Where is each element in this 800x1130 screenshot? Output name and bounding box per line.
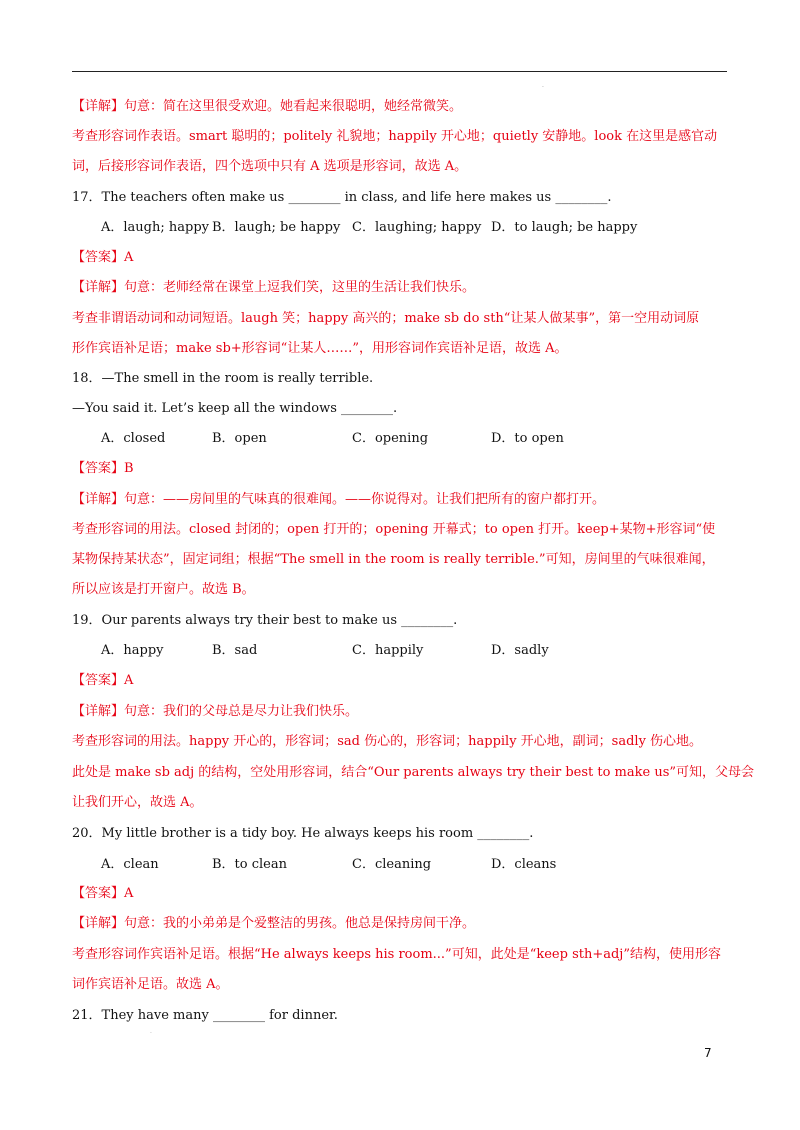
option-c: C．cleaning — [352, 857, 432, 872]
option-d: D．to laugh; be happy — [491, 220, 638, 235]
explain-line: 【详解】句意：简在这里很受欢迎。她看起来很聪明，她经常微笑。 — [72, 99, 463, 114]
question-stem: 19．Our parents always try their best to make us ________. — [72, 613, 458, 628]
option-c: C．opening — [352, 431, 429, 446]
question-stem: 20．My little brother is a tidy boy. He always keeps his room ________. — [72, 826, 534, 841]
option-d: D．cleans — [491, 857, 557, 872]
question-stem: 17．The teachers often make us ________ in class, and life here makes us ________. — [72, 190, 612, 205]
analysis-line: 考查形容词的用法。happy 开心的，形容词；sad 伤心的，形容词；happily 开心地，副词；sadly 伤心地。 — [72, 734, 703, 749]
option-b: B．sad — [212, 643, 258, 658]
question-stem: 21．They have many ________ for dinner. — [72, 1008, 338, 1023]
option-c: C．laughing; happy — [352, 220, 482, 235]
footer-mark: . — [150, 1028, 152, 1035]
analysis-line: 考查形容词的用法。closed 封闭的；open 打开的；opening 开幕式；to open 打开。keep+某物+形容词“使 — [72, 522, 716, 537]
option-a: A．happy — [101, 643, 164, 658]
analysis-line: 考查非谓语动词和动词短语。laugh 笑；happy 高兴的；make sb do sth“让某人做某事”，第一空用动词原 — [72, 311, 700, 326]
answer-line: 【答案】A — [72, 250, 134, 265]
option-b: B．laugh; be happy — [212, 220, 341, 235]
answer-line: 【答案】A — [72, 673, 134, 688]
option-a: A．clean — [101, 857, 159, 872]
analysis-line: 此处是 make sb adj 的结构，空处用形容词，结合“Our parents always try their best to make us”可知，父母会 — [72, 765, 755, 780]
analysis-line: 让我们开心，故选 A。 — [72, 795, 203, 810]
explain-line: 【详解】句意：老师经常在课堂上逗我们笑，这里的生活让我们快乐。 — [72, 280, 476, 295]
analysis-line: 形作宾语补足语；make sb+形容词“让某人……”，用形容词作宾语补足语，故选 A。 — [72, 341, 568, 356]
explain-line: 【详解】句意：我们的父母总是尽力让我们快乐。 — [72, 704, 359, 719]
option-a: A．closed — [101, 431, 166, 446]
answer-line: 【答案】A — [72, 886, 134, 901]
analysis-line: 所以应该是打开窗户。故选 B。 — [72, 582, 255, 597]
explain-line: 【详解】句意：我的小弟弟是个爱整洁的男孩。他总是保持房间干净。 — [72, 916, 476, 931]
option-d: D．sadly — [491, 643, 549, 658]
option-c: C．happily — [352, 643, 424, 658]
option-d: D．to open — [491, 431, 564, 446]
answer-line: 【答案】B — [72, 461, 134, 476]
header-dot: . — [542, 82, 544, 89]
explain-line: 【详解】句意：——房间里的气味真的很难闻。——你说得对。让我们把所有的窗户都打开。 — [72, 492, 606, 507]
header-rule — [72, 71, 727, 72]
analysis-line: 某物保持某状态”，固定词组；根据“The smell in the room is really terrible.”可知，房间里的气味很难闻， — [72, 552, 715, 567]
analysis-line: 词，后接形容词作表语，四个选项中只有 A 选项是形容词，故选 A。 — [72, 159, 468, 174]
page-number: 7 — [704, 1046, 712, 1060]
question-stem: 18．—The smell in the room is really terrible. — [72, 371, 374, 386]
option-b: B．to clean — [212, 857, 287, 872]
option-a: A．laugh; happy — [101, 220, 209, 235]
question-stem: —You said it. Let’s keep all the windows ________. — [72, 401, 398, 416]
analysis-line: 考查形容词作表语。smart 聪明的；politely 礼貌地；happily 开心地；quietly 安静地。look 在这里是感官动 — [72, 129, 718, 144]
option-b: B．open — [212, 431, 267, 446]
analysis-line: 考查形容词作宾语补足语。根据“He always keeps his room...”可知，此处是“keep sth+adj”结构，使用形容 — [72, 947, 721, 962]
analysis-line: 词作宾语补足语。故选 A。 — [72, 977, 229, 992]
